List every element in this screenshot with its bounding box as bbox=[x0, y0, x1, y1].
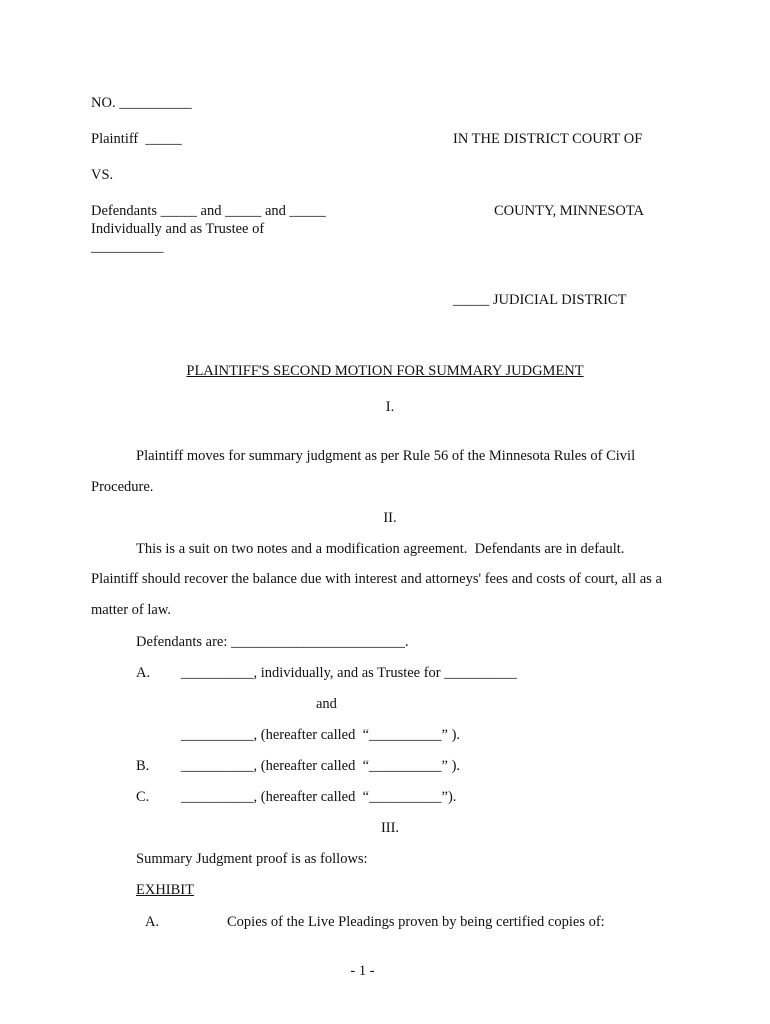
page-number: - 1 - bbox=[350, 963, 375, 979]
section-heading-1: I. bbox=[385, 399, 395, 415]
section-heading-2: II. bbox=[383, 510, 397, 526]
exhibit-item-a: Copies of the Live Pleadings proven by being certified copies of: bbox=[227, 914, 605, 930]
trustee-blank-line: __________ bbox=[91, 239, 164, 255]
judicial-district-line: _____ JUDICIAL DISTRICT bbox=[453, 292, 627, 308]
defendants-are-line: Defendants are: ________________________. bbox=[136, 634, 409, 650]
list-label-a: A. bbox=[136, 665, 151, 681]
county-line: COUNTY, MINNESOTA bbox=[494, 203, 645, 219]
exhibit-label-a: A. bbox=[145, 914, 160, 930]
document-title: PLAINTIFF'S SECOND MOTION FOR SUMMARY JUDGMENT bbox=[186, 363, 584, 379]
suit-paragraph-line: matter of law. bbox=[91, 602, 171, 618]
case-number-line: NO. __________ bbox=[91, 95, 192, 111]
list-item-b: __________, (hereafter called “__________” ). bbox=[181, 758, 461, 774]
motion-paragraph-line: Plaintiff moves for summary judgment as per Rule 56 of the Minnesota Rules of Civil bbox=[136, 448, 636, 464]
list-label-c: C. bbox=[136, 789, 150, 805]
suit-paragraph-line: Plaintiff should recover the balance due with interest and attorneys' fees and costs of court, all as a bbox=[91, 571, 662, 587]
versus-line: VS. bbox=[91, 167, 114, 183]
and-line: and bbox=[316, 696, 337, 712]
defendants-line: Defendants _____ and _____ and _____ bbox=[91, 203, 326, 219]
section-heading-3: III. bbox=[380, 820, 400, 836]
motion-paragraph-line: Procedure. bbox=[91, 479, 154, 495]
court-name-line: IN THE DISTRICT COURT OF bbox=[453, 131, 643, 147]
proof-line: Summary Judgment proof is as follows: bbox=[136, 851, 368, 867]
suit-paragraph-line: This is a suit on two notes and a modification agreement. Defendants are in default. bbox=[136, 541, 625, 557]
list-item-a: __________, individually, and as Trustee for __________ bbox=[181, 665, 517, 681]
list-item-c: __________, (hereafter called “__________”). bbox=[181, 789, 457, 805]
plaintiff-line: Plaintiff _____ bbox=[91, 131, 182, 147]
trustee-line: Individually and as Trustee of bbox=[91, 221, 265, 237]
exhibit-heading: EXHIBIT bbox=[136, 882, 194, 898]
list-label-b: B. bbox=[136, 758, 150, 774]
list-item-a-continued: __________, (hereafter called “__________” ). bbox=[181, 727, 461, 743]
